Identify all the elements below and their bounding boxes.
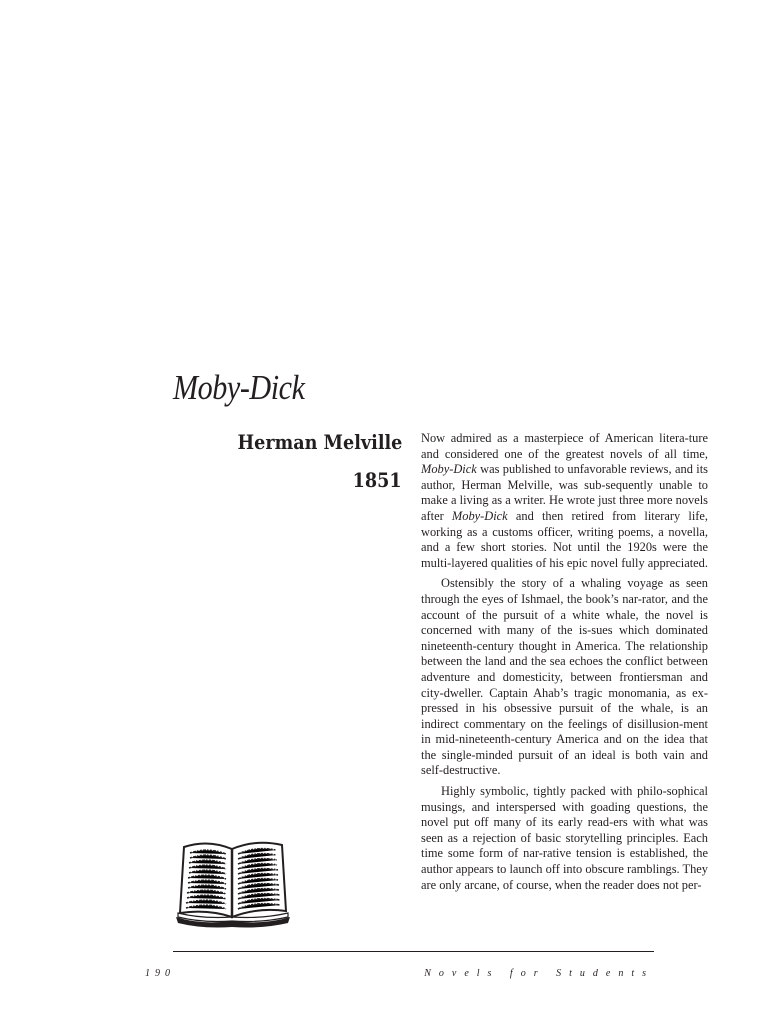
paragraph-3: Highly symbolic, tightly packed with philo-sophical musings, and interspersed with goading questions, the novel put off many of its early read-ers with what was seen as a rejection of basic storytelling principles. Each time some form of nar-rative tension is established, the author appears to launch off into obscure ramblings. They are only arcane, of course, when the reader does not per- [421, 784, 708, 892]
paragraph-1-text-a: Now admired as a masterpiece of American litera-ture and considered one of the greatest novels of all time, [421, 431, 708, 461]
publication-year: 1851 [353, 468, 402, 492]
paragraph-1-text-b: was published to unfavorable reviews, and its author, Herman Melville, was sub-sequently unable to make a living as a writer. He wrote just three more novels after [421, 462, 708, 523]
paragraph-1 [421, 431, 708, 571]
author-name: Herman Melville [237, 430, 402, 454]
paragraph-2: Ostensibly the story of a whaling voyage as seen through the eyes of Ishmael, the book’s nar-rator, and the account of the pursuit of a white whale, the novel is concerned with many of the is-sues which dominated nineteenth-century thought in America. The relationship between the land and the sea echoes the conflict between adventure and domesticity, between frontiersman and city-dweller. Captain Ahab’s tragic monomania, as ex-pressed in his obsessive pursuit of the whale, is an indirect commentary on the feelings of disillusion-ment in mid-nineteenth-century America and on the idea that the single-minded pursuit of an ideal is both vain and self-destructive. [421, 576, 708, 778]
open-book-icon [170, 833, 295, 929]
book-title: Moby-Dick [173, 368, 305, 407]
paragraph-1-title-ref-2: Moby-Dick [451, 508, 508, 523]
article-body [421, 431, 708, 898]
paragraph-1-title-ref-1: Moby-Dick [421, 462, 477, 477]
paragraph-1-text-c: and then retired from literary life, working as a customs officer, writing poems, a novella, and a few short stories. Not until the 1920s were the multi-layered qualities of his epic novel fully appreciated. [421, 508, 709, 570]
page-number: 190 [145, 968, 175, 979]
footer-rule [173, 951, 654, 952]
running-footer-title: Novels for Students [424, 968, 654, 979]
